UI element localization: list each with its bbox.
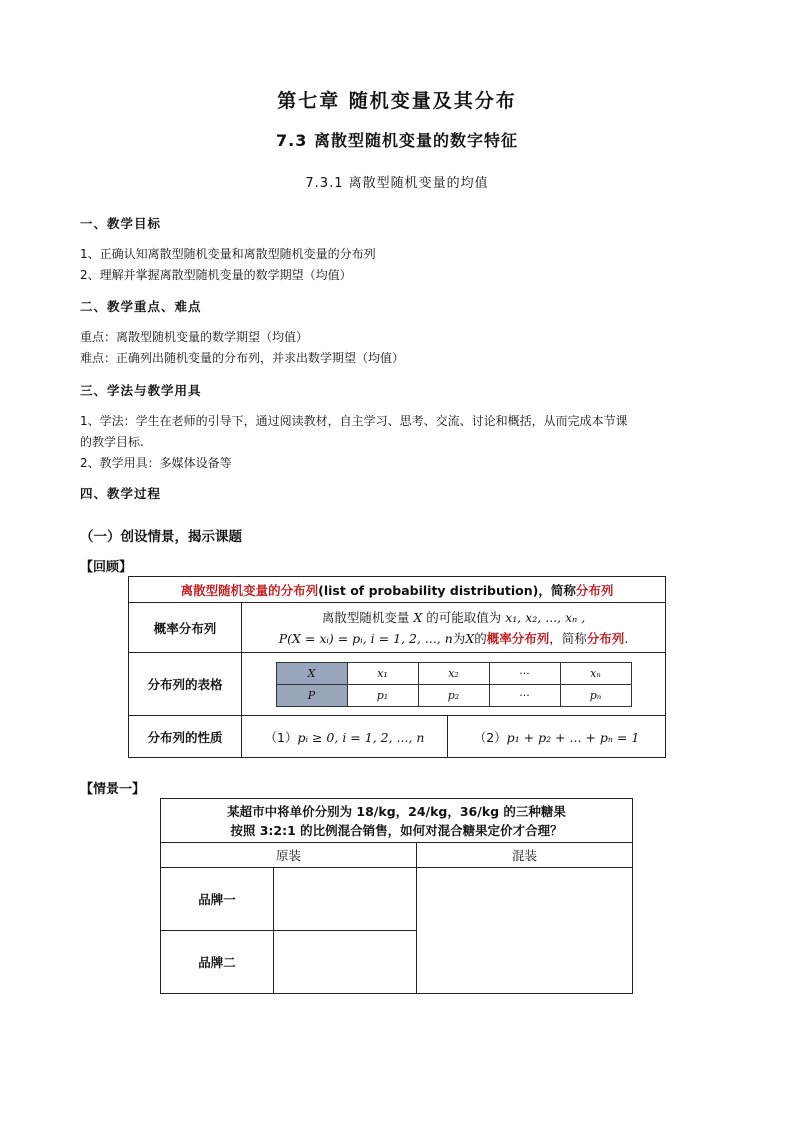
chapter-title: 第七章 随机变量及其分布 [277,90,517,112]
property-2-formula: p₁ + p₂ + ... + pₙ = 1 [506,729,640,745]
heading-process: 四、教学过程 [80,486,162,501]
review-table [128,576,666,758]
prob-formula: P(X = xᵢ) = pᵢ, i = 1, 2, ..., n [278,630,453,646]
property-2-num: （2） [473,729,507,745]
brand-1-cell [274,868,417,931]
heading-methods: 三、学法与教学用具 [80,383,202,398]
objective-item-2: 2、理解并掌握离散型随机变量的数学期望（均值） [80,268,352,282]
prob-text-3: 为 [452,630,466,646]
cell-x2: x₂ [418,662,489,684]
method-line-1: 1、学法：学生在老师的引导下，通过阅读教材，自主学习、思考、交流、讨论和概括，从而完成本节课 [80,414,628,428]
key-point: 重点：离散型随机变量的数学期望（均值） [80,330,309,344]
values-x: x₁, x₂, ..., xₙ , [505,609,586,625]
cell-x-dots: ··· [489,662,560,684]
candy-question-line-1: 某超市中将单价分别为 18/kg，24/kg，36/kg 的三种糖果 [227,803,566,819]
row-prob-content [242,603,666,653]
row-table-content [242,653,666,716]
cell-x1: x₁ [347,662,418,684]
objective-item-1: 1、正确认知离散型随机变量和离散型随机变量的分布列 [80,247,376,261]
review-tag: 【回顾】 [80,560,133,575]
property-2 [448,716,666,758]
candy-table [160,798,633,994]
prob-text-2: 的可能取值为 [426,609,502,625]
scene-tag: 【情景一】 [80,782,146,797]
prob-red-term: 概率分布列 [486,630,550,646]
tools-line: 2、教学用具：多媒体设备等 [80,456,232,470]
var-x: X [413,609,423,625]
cell-pn: pₙ [560,684,631,706]
prob-end: . [624,630,629,646]
row-label-prob: 概率分布列 [129,603,242,653]
property-1 [242,716,448,758]
section-title: 7.3 离散型随机变量的数字特征 [276,131,518,150]
distribution-table [276,662,632,707]
property-1-num: （1） [264,729,298,745]
prob-red-short: 分布列 [586,630,625,646]
cell-p-dots: ··· [489,684,560,706]
prob-text-4: 的 [474,630,487,646]
prob-text-1: 离散型随机变量 [321,609,410,625]
header-mid: (list of probability distribution)，简称 [318,582,576,598]
cell-xn: xₙ [560,662,631,684]
heading-key-points: 二、教学重点、难点 [80,299,202,314]
heading-objectives: 一、教学目标 [80,216,162,231]
candy-question-line-2: 按照 3:2:1 的比例混合销售，如何对混合糖果定价才合理？ [230,822,563,838]
col-original: 原装 [161,843,417,868]
property-1-formula: pᵢ ≥ 0, i = 1, 2, ..., n [297,729,425,745]
cell-p2: p₂ [418,684,489,706]
subsection-title: 7.3.1 离散型随机变量的均值 [305,176,489,191]
header-red-term: 离散型随机变量的分布列 [180,582,319,598]
brand-2: 品牌二 [161,931,274,994]
row-label-properties: 分布列的性质 [129,716,242,758]
cell-p-header: P [276,684,347,706]
brand-2-cell [274,931,417,994]
subheading-scenario: （一）创设情景，揭示课题 [80,529,242,545]
brand-1: 品牌一 [161,868,274,931]
review-header [129,577,666,603]
mixed-cell [417,868,633,994]
row-label-table: 分布列的表格 [129,653,242,716]
col-mixed: 混装 [417,843,633,868]
prob-text-5: ，简称 [549,630,587,646]
var-x-2: X [465,630,475,646]
cell-p1: p₁ [347,684,418,706]
candy-question [161,799,633,843]
method-line-2: 的教学目标. [80,435,144,449]
header-red-short: 分布列 [575,582,614,598]
difficult-point: 难点：正确列出随机变量的分布列，并求出数学期望（均值） [80,351,405,365]
cell-x-header: X [276,662,347,684]
